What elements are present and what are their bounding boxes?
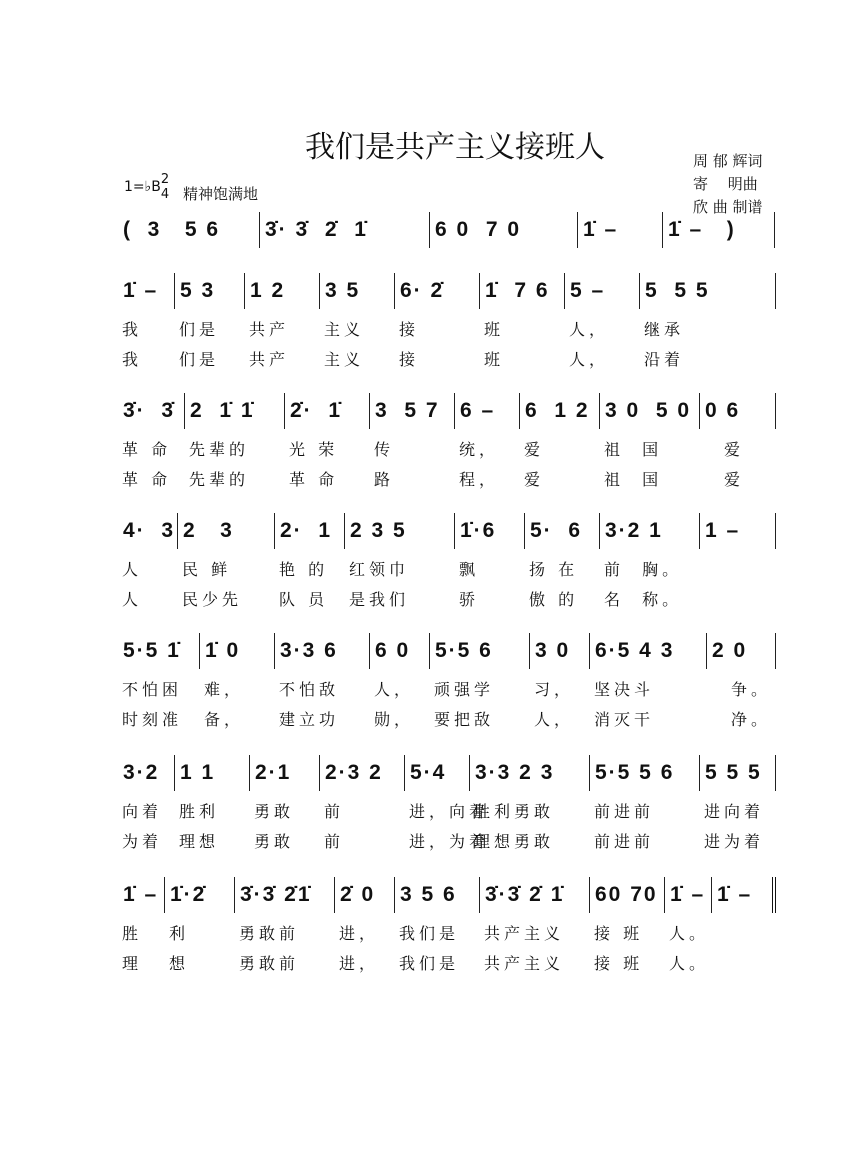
lyric-syllables: 班 [484, 320, 505, 339]
measure-notes: 5 5 5 [645, 279, 710, 302]
measure-notes: 6·5 4 3 [595, 639, 675, 662]
lyrics-verse-2 [118, 827, 776, 857]
measure-notes: 3̇· 3̇ [123, 399, 176, 422]
arranger: 欣 曲 制谱 [693, 198, 763, 216]
lyric-syllables: 接 [399, 320, 420, 339]
measure [370, 633, 430, 669]
lyric-syllables: 接 班 [594, 924, 644, 943]
lyric-syllables: 胜利 [179, 802, 220, 821]
measure-notes: 0 6 [705, 399, 741, 422]
lyric-syllables: 民 鲜 [182, 560, 232, 579]
measure-notes: 1̇ – [670, 883, 706, 906]
lyric-syllables: 先辈的 [189, 440, 250, 459]
measure [118, 633, 200, 669]
measure [480, 877, 590, 913]
measure [600, 393, 700, 429]
lyric-syllables: 红领巾 [349, 560, 410, 579]
lyric-syllables: 不怕困 [122, 680, 183, 699]
measure [175, 273, 245, 309]
lyric-syllables: 习， [534, 680, 575, 699]
lyric-syllables: 消灭干 [594, 710, 655, 729]
measure [600, 513, 700, 549]
lyric-syllables: 备， [204, 710, 245, 729]
time-signature: 2 4 [160, 172, 170, 202]
lyric-syllables [700, 585, 776, 615]
measure [590, 755, 700, 791]
measure [530, 633, 590, 669]
lyric-syllables: 难， [204, 680, 245, 699]
lyrics-verse-1 [118, 555, 776, 585]
lyric-syllables: 胜利勇敢 [474, 802, 555, 821]
measure-notes: 1̇·2̇ [170, 883, 207, 906]
measure-notes: 2̇· 1̇ [290, 399, 343, 422]
measure [185, 393, 285, 429]
lyric-syllables: 名 称。 [604, 590, 683, 609]
lyric-syllables: 争。 [711, 680, 772, 699]
lyric-syllables: 班 [484, 350, 505, 369]
measure-notes: 6 1 2 [525, 399, 590, 422]
measure-notes: 3̇·3̇ 2̇1̇ [240, 883, 312, 906]
lyric-syllables: 勇敢前 [239, 924, 300, 943]
lyric-syllables: 进，向着 [409, 802, 490, 821]
measure-notes: 2̇ 0 [340, 883, 376, 906]
measure [565, 273, 640, 309]
lyric-syllables: 顽强学 [434, 680, 495, 699]
lyric-syllables: 共产主义 [484, 954, 565, 973]
song-title: 我们是共产主义接班人 [305, 130, 605, 165]
lyric-syllables: 革 命 [289, 470, 339, 489]
lyric-syllables: 共产 [249, 320, 290, 339]
measure-notes: 60 70 [595, 883, 658, 906]
lyric-syllables: 是我们 [349, 590, 410, 609]
measure-notes: 2 3 5 [350, 519, 407, 542]
lyric-syllables: 先辈的 [189, 470, 250, 489]
measure [275, 633, 370, 669]
lyric-syllables: 爱 [704, 470, 745, 489]
measure [700, 513, 776, 549]
measure [320, 755, 405, 791]
lyric-syllables: 人， [569, 350, 610, 369]
measure-notes: 1̇ 7 6 [485, 279, 550, 302]
measure [520, 393, 600, 429]
lyric-syllables: 理想勇敢 [474, 832, 555, 851]
composer: 寄 明曲 [693, 175, 758, 193]
lyric-syllables: 人。 [669, 954, 710, 973]
measure [118, 212, 260, 248]
lyric-syllables: 向着 [122, 802, 163, 821]
measure [663, 212, 775, 248]
lyric-syllables: 骄 [459, 590, 480, 609]
lyric-syllables: 队 员 [279, 590, 329, 609]
lyric-syllables: 祖 国 [604, 440, 663, 459]
lyric-syllables: 共产 [249, 350, 290, 369]
lyrics-verse-1 [118, 315, 776, 345]
lyric-syllables: 传 [374, 440, 395, 459]
lyrics-verse-2 [118, 465, 776, 495]
measure [275, 513, 345, 549]
lyric-syllables [700, 555, 776, 585]
measure [590, 633, 707, 669]
lyric-syllables: 傲 的 [529, 590, 579, 609]
measure [118, 273, 175, 309]
lyric-syllables: 人， [534, 710, 575, 729]
lyric-syllables: 前 胸。 [604, 560, 683, 579]
measure [455, 393, 520, 429]
lyric-syllables: 建立功 [279, 710, 340, 729]
measure [395, 273, 480, 309]
measure-notes: 3 0 [535, 639, 571, 662]
measure-notes: 4· 3 [123, 519, 176, 542]
lyric-syllables: 进向着 [704, 802, 765, 821]
measure-notes: 1̇ – ) [668, 218, 736, 241]
measure [235, 877, 335, 913]
lyric-syllables: 勋， [374, 710, 415, 729]
measure [590, 877, 665, 913]
measure-notes: 6 – [460, 399, 496, 422]
lyric-syllables: 为着 [122, 832, 163, 851]
measure [335, 877, 395, 913]
measure [320, 273, 395, 309]
measure [200, 633, 275, 669]
lyric-syllables: 革 命 [122, 440, 172, 459]
score-system [118, 755, 776, 791]
measure [707, 633, 776, 669]
measure-notes: 3·2 [123, 761, 160, 784]
measure-notes: 3·3 6 [280, 639, 338, 662]
measure-notes: 5 3 [180, 279, 216, 302]
measure [285, 393, 370, 429]
lyric-syllables: 前 [324, 832, 345, 851]
lyric-syllables: 程， [459, 470, 500, 489]
lyric-syllables: 路 [374, 470, 395, 489]
lyric-syllables: 想 [169, 954, 190, 973]
measure [700, 393, 776, 429]
measure-notes: 1̇ – [123, 279, 159, 302]
lyric-syllables: 进， [339, 924, 380, 943]
lyric-syllables: 人， [569, 320, 610, 339]
measure-notes: 2·3 2 [325, 761, 383, 784]
lyric-syllables: 前进前 [594, 832, 655, 851]
measure [345, 513, 455, 549]
measure-notes: 2 3 [183, 519, 234, 542]
measure-notes: 1̇ – [123, 883, 159, 906]
lyric-syllables: 革 命 [122, 470, 172, 489]
measure [712, 877, 776, 913]
measure-notes: 2 1̇ 1̇ [190, 399, 255, 422]
measure-notes: 6 0 [375, 639, 411, 662]
lyric-syllables: 进， [339, 954, 380, 973]
key-signature: 1=♭B2 4 [124, 172, 170, 202]
lyric-syllables: 光 荣 [289, 440, 339, 459]
lyric-syllables [712, 919, 776, 949]
lyric-syllables: 勇敢前 [239, 954, 300, 973]
lyric-syllables: 爱 [524, 470, 545, 489]
lyric-syllables: 胜 [122, 924, 143, 943]
lyrics-verse-2 [118, 949, 776, 979]
lyric-syllables: 勇敢 [254, 832, 295, 851]
credits [693, 150, 763, 219]
measure-notes: 3 0 5 0 [605, 399, 692, 422]
measure-notes: 5·5 6 [435, 639, 493, 662]
measure-notes: 3 5 7 [375, 399, 440, 422]
score-system [118, 633, 776, 669]
score-system [118, 273, 776, 309]
lyrics-verse-2 [118, 345, 776, 375]
measure-notes: 1 – [705, 519, 741, 542]
lyric-syllables: 勇敢 [254, 802, 295, 821]
lyric-syllables: 我 [122, 350, 143, 369]
lyric-syllables: 利 [169, 924, 190, 943]
measure-notes: 1̇ – [717, 883, 753, 906]
measure [118, 513, 178, 549]
measure [370, 393, 455, 429]
measure [470, 755, 590, 791]
measure-notes: 1̇ – [583, 218, 619, 241]
lyrics-verse-1 [118, 919, 776, 949]
measure-notes: 5· 6 [530, 519, 583, 542]
lyric-syllables: 们是 [179, 320, 220, 339]
lyrics-verse-1 [118, 435, 776, 465]
measure [245, 273, 320, 309]
lyric-syllables: 要把敌 [434, 710, 495, 729]
measure [430, 633, 530, 669]
measure [700, 755, 776, 791]
lyric-syllables: 祖 国 [604, 470, 663, 489]
measure-notes: 3·2 1 [605, 519, 663, 542]
measure-notes: 5·5 1̇ [123, 639, 181, 662]
lyric-syllables: 们是 [179, 350, 220, 369]
measure-notes: 6· 2̇ [400, 279, 445, 302]
measure [665, 877, 712, 913]
measure [430, 212, 578, 248]
measure-notes: 5·5 5 6 [595, 761, 675, 784]
lyric-syllables: 爱 [704, 440, 745, 459]
measure [118, 755, 175, 791]
lyric-syllables: 主义 [324, 320, 365, 339]
measure-notes: ( 3 5 6 [123, 218, 221, 241]
lyric-syllables: 继承 [644, 320, 685, 339]
measure-notes: 3·3 2 3 [475, 761, 555, 784]
measure [578, 212, 663, 248]
lyric-syllables: 前 [324, 802, 345, 821]
measure-notes: 3̇· 3̇ 2̇ 1̇ [265, 218, 368, 241]
measure [165, 877, 235, 913]
lyric-syllables: 前进前 [594, 802, 655, 821]
measure-notes: 1 1 [180, 761, 216, 784]
measure-notes: 2· 1 [280, 519, 333, 542]
lyric-syllables: 统， [459, 440, 500, 459]
lyric-syllables: 我 [122, 320, 143, 339]
lyric-syllables: 理想 [179, 832, 220, 851]
measure [455, 513, 525, 549]
measure [175, 755, 250, 791]
measure-notes: 3 5 6 [400, 883, 457, 906]
lyrics-verse-1 [118, 797, 776, 827]
tempo-marking: 精神饱满地 [183, 185, 259, 203]
measure [640, 273, 776, 309]
lyric-syllables: 共产主义 [484, 924, 565, 943]
lyric-syllables: 主义 [324, 350, 365, 369]
measure [405, 755, 470, 791]
lyricist: 周 郁 辉词 [693, 152, 763, 170]
measure-notes: 2·1 [255, 761, 292, 784]
lyrics-verse-1 [118, 675, 776, 705]
lyric-syllables: 净。 [711, 710, 772, 729]
lyric-syllables: 接 班 [594, 954, 644, 973]
lyric-syllables: 坚决斗 [594, 680, 655, 699]
lyric-syllables: 进，为着 [409, 832, 490, 851]
measure [260, 212, 430, 248]
score-system [118, 393, 776, 429]
measure [178, 513, 275, 549]
lyric-syllables: 人 [122, 590, 143, 609]
measure [395, 877, 480, 913]
lyric-syllables: 时刻准 [122, 710, 183, 729]
measure [250, 755, 320, 791]
measure-notes: 5 5 5 [705, 761, 762, 784]
score-system [118, 513, 776, 549]
lyric-syllables: 人。 [669, 924, 710, 943]
measure-notes: 3̇·3̇ 2̇ 1̇ [485, 883, 565, 906]
measure-notes: 1̇ 0 [205, 639, 241, 662]
lyric-syllables: 飘 [459, 560, 480, 579]
lyric-syllables: 扬 在 [529, 560, 579, 579]
lyric-syllables: 沿着 [644, 350, 685, 369]
score-system [118, 212, 776, 248]
measure [118, 393, 185, 429]
measure-notes: 3 5 [325, 279, 361, 302]
measure-notes: 1̇·6 [460, 519, 497, 542]
lyric-syllables: 人 [122, 560, 143, 579]
lyric-syllables: 我们是 [399, 924, 460, 943]
lyric-syllables: 理 [122, 954, 143, 973]
measure-notes: 6 0 7 0 [435, 218, 522, 241]
lyric-syllables: 不怕敌 [279, 680, 340, 699]
measure-notes: 5·4 [410, 761, 447, 784]
lyric-syllables: 我们是 [399, 954, 460, 973]
measure [118, 877, 165, 913]
lyrics-verse-2 [118, 585, 776, 615]
measure [480, 273, 565, 309]
lyric-syllables: 进为着 [704, 832, 765, 851]
lyric-syllables: 艳 的 [279, 560, 329, 579]
lyric-syllables: 接 [399, 350, 420, 369]
measure [525, 513, 600, 549]
lyric-syllables: 人， [374, 680, 415, 699]
lyrics-verse-2 [118, 705, 776, 735]
lyric-syllables: 爱 [524, 440, 545, 459]
lyric-syllables [712, 949, 776, 979]
lyric-syllables: 民少先 [182, 590, 243, 609]
measure-notes: 1 2 [250, 279, 286, 302]
measure-notes: 5 – [570, 279, 606, 302]
measure-notes: 2 0 [712, 639, 748, 662]
score-system [118, 877, 776, 913]
